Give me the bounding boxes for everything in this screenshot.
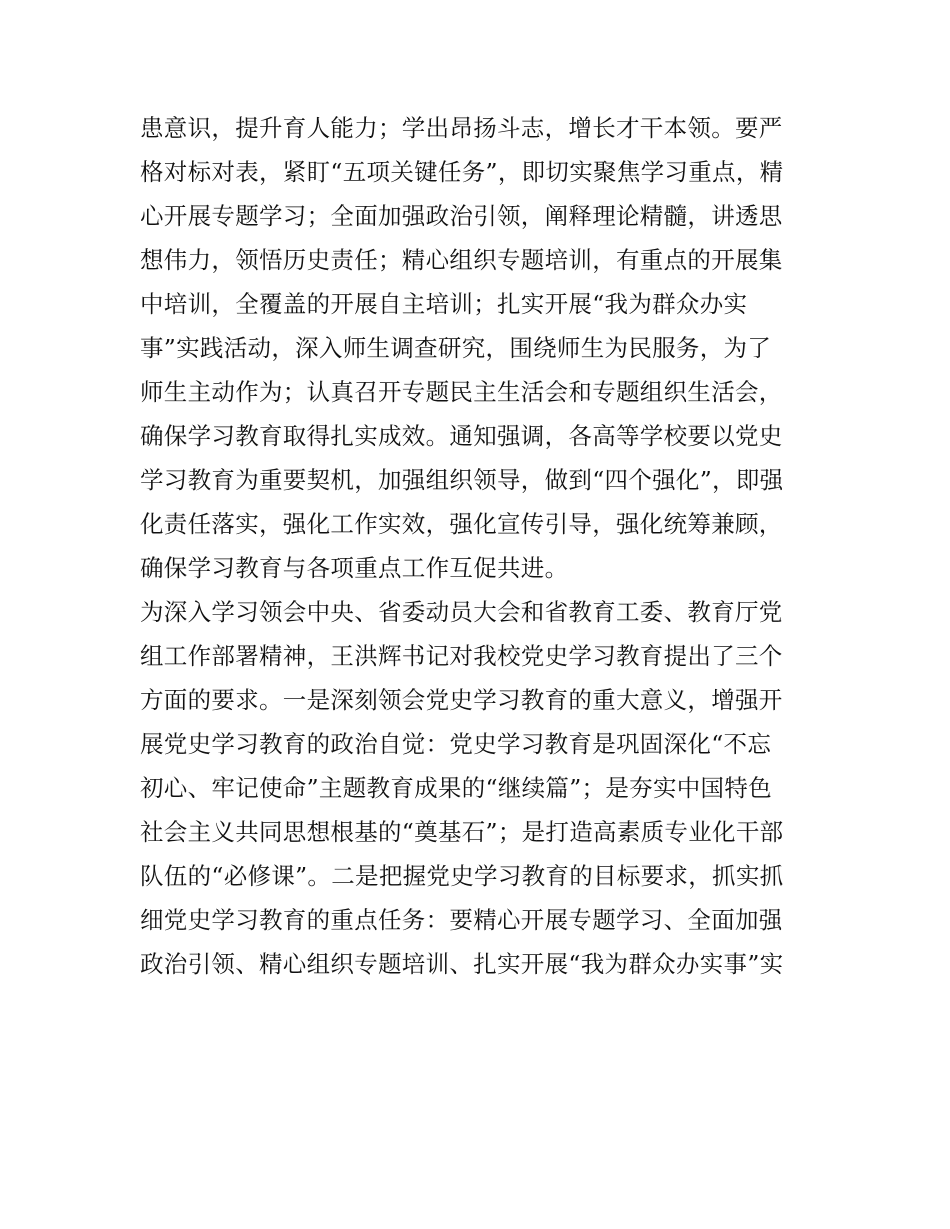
- text-line: 师生主动作为；认真召开专题民主生活会和专题组织生活会，: [140, 378, 783, 406]
- text-line: 想伟力，领悟历史责任；精心组织专题培训，有重点的开展集: [140, 246, 783, 274]
- text-line: 政治引领、精心组织专题培训、扎实开展“我为群众办实事”实: [140, 950, 784, 978]
- text-line: 中培训，全覆盖的开展自主培训；扎实开展“我为群众办实: [140, 290, 748, 318]
- text-line: 为深入学习领会中央、省委动员大会和省教育工委、教育厅党: [140, 598, 783, 626]
- text-line: 格对标对表，紧盯“五项关键任务”，即切实聚焦学习重点，精: [140, 158, 784, 186]
- text-line: 确保学习教育与各项重点工作互促共进。: [140, 554, 569, 582]
- text-line: 学习教育为重要契机，加强组织领导，做到“四个强化”，即强: [140, 466, 784, 494]
- text-line: 患意识，提升育人能力；学出昂扬斗志，增长才干本领。要严: [140, 114, 783, 142]
- text-line: 社会主义共同思想根基的“奠基石”；是打造高素质专业化干部: [140, 818, 784, 846]
- text-line: 组工作部署精神，王洪辉书记对我校党史学习教育提出了三个: [140, 642, 783, 670]
- text-line: 确保学习教育取得扎实成效。通知强调，各高等学校要以党史: [140, 422, 783, 450]
- text-line: 化责任落实，强化工作实效，强化宣传引导，强化统筹兼顾，: [140, 510, 783, 538]
- text-line: 初心、牢记使命”主题教育成果的“继续篇”；是夯实中国特色: [140, 774, 772, 802]
- text-line: 队伍的“必修课”。二是把握党史学习教育的目标要求，抓实抓: [140, 862, 784, 890]
- text-line: 细党史学习教育的重点任务：要精心开展专题学习、全面加强: [140, 906, 783, 934]
- text-line: 心开展专题学习；全面加强政治引领，阐释理论精髓，讲透思: [140, 202, 783, 230]
- text-line: 事”实践活动，深入师生调查研究，围绕师生为民服务，为了: [140, 334, 772, 362]
- text-line: 展党史学习教育的政治自觉：党史学习教育是巩固深化“不忘: [140, 730, 772, 758]
- text-line: 方面的要求。一是深刻领会党史学习教育的重大意义，增强开: [140, 686, 783, 714]
